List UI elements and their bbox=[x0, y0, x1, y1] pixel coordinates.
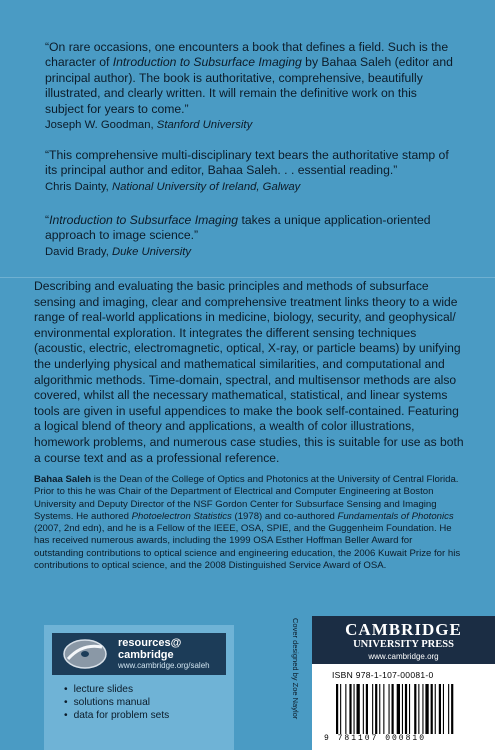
resources-title: resources@ cambridge bbox=[118, 637, 182, 661]
resources-header bbox=[52, 633, 226, 675]
quote-attribution: Chris Dainty, National University of Ireland, Galway bbox=[45, 180, 301, 193]
quote-dainty bbox=[45, 148, 455, 194]
book-title: Introduction to Subsurface Imaging bbox=[112, 55, 302, 70]
barcode-digits: 9 781107 000810 bbox=[324, 734, 427, 743]
author-name: Bahaa Saleh bbox=[34, 474, 92, 485]
barcode-bar bbox=[383, 684, 384, 734]
barcode-bar bbox=[422, 684, 423, 734]
barcode-bar bbox=[443, 684, 444, 734]
list-item: • data for problem sets bbox=[64, 709, 169, 722]
barcode-bar bbox=[372, 684, 373, 734]
barcode-bar bbox=[435, 684, 436, 734]
barcode-bar bbox=[451, 684, 453, 734]
barcode-bar bbox=[439, 684, 441, 734]
barcode-bar bbox=[340, 684, 341, 734]
disc-icon bbox=[62, 637, 108, 671]
barcode-bar bbox=[405, 684, 407, 734]
divider bbox=[0, 277, 495, 278]
resources-url: www.cambridge.org/saleh bbox=[118, 661, 210, 670]
barcode-bar bbox=[375, 684, 377, 734]
resources-box bbox=[44, 625, 234, 750]
barcode-bar bbox=[402, 684, 403, 734]
cover-credit: Cover designed by Zoe Naylor bbox=[291, 618, 300, 720]
book-title: Introduction to Subsurface Imaging bbox=[49, 213, 239, 227]
quote-attribution: Joseph W. Goodman, Stanford University bbox=[45, 119, 253, 132]
list-item: • solutions manual bbox=[64, 696, 169, 709]
quote-attribution: David Brady, Duke University bbox=[45, 245, 192, 258]
barcode-bar bbox=[363, 684, 364, 734]
book-description: Describing and evaluating the basic principles and methods of subsurface sensing and imaging, clear and comprehensive treatment links theory to a wide range of real-world applications in medicine, biology, security, and geophysical/ environmental exploration. It integrates the different sensing techniques (acoustic, electric, electromagnetic, optical, X-ray, or particle beams) by unifying the underlying physical and mathematical similarities, and computational and algorithmic methods. Time-domain, spectral, and multisensor methods are also covered, whilst all the necessary mathematical, statistical, and linear systems tools are given in useful appendices to make the book self-contained. Featuring a logical blend of theory and applications, a wealth of color illustrations, homework problems, and numerous case studies, this is suitable for use as both a course text and as a professional reference. bbox=[34, 279, 464, 465]
barcode-bar bbox=[336, 684, 338, 734]
quote-text: “On rare occasions, one encounters a book that defines a field. Such is the character of Introduction to Subsurface Imaging by Bahaa Saleh (editor and principal author). The book is authoritative, comprehensive, beautifully illustrated, and clearly written. It will remain the definitive work on this subject for years to come.” bbox=[45, 40, 453, 116]
barcode-bar bbox=[409, 684, 410, 734]
author-bio: Bahaa Saleh is the Dean of the College of Optics and Photonics at the University of Central Florida. Prior to this he was Chair of the Department of Electrical and Computer Engineering at Boston University and Deputy Director of the NSF Gordon Center for Subsurface Sensing and Imaging Systems. He authored Photoelectron Statistics (1978) and co-authored Fundamentals of Photonics (2007, 2nd edn), and he is a Fellow of the IEEE, OSA, SPIE, and the Guggenheim Foundation. He has received numerous awards, including the 1999 OSA Esther Hoffman Beller Award for outstanding contributions to optical science and engineering education, the 2006 Kuwait Prize for his contributions to optical science, and the 2008 Distinguished Service Award of OSA. bbox=[34, 474, 461, 572]
barcode-bar bbox=[389, 684, 390, 734]
barcode-bar bbox=[345, 684, 346, 734]
barcode-bar bbox=[392, 684, 394, 734]
isbn: ISBN 978-1-107-00081-0 bbox=[332, 670, 434, 680]
quote-text: “Introduction to Subsurface Imaging takes a unique application-oriented approach to image science.” bbox=[45, 213, 431, 243]
barcode-bar bbox=[379, 684, 380, 734]
barcode-bar bbox=[414, 684, 416, 734]
quote-brady bbox=[45, 213, 455, 259]
barcode-bar bbox=[431, 684, 433, 734]
publisher-band bbox=[312, 616, 495, 664]
barcode-bar bbox=[448, 684, 449, 734]
barcode bbox=[336, 684, 486, 734]
publisher-sub: UNIVERSITY PRESS bbox=[353, 639, 454, 650]
resources-list bbox=[64, 683, 169, 723]
barcode-bar bbox=[397, 684, 400, 734]
list-item: • lecture slides bbox=[64, 683, 169, 696]
barcode-bar bbox=[349, 684, 351, 734]
barcode-bar bbox=[354, 684, 355, 734]
publisher-url: www.cambridge.org bbox=[368, 652, 439, 661]
barcode-bar bbox=[418, 684, 419, 734]
publisher-block bbox=[312, 616, 495, 750]
publisher-name: CAMBRIDGE bbox=[345, 620, 462, 639]
barcode-bar bbox=[366, 684, 368, 734]
quote-goodman bbox=[45, 40, 455, 132]
barcode-bar bbox=[425, 684, 428, 734]
quote-text: “This comprehensive multi-disciplinary text bears the authoritative stamp of its principal author and editor, Bahaa Saleh. . . essential reading.” bbox=[45, 148, 449, 178]
barcode-bar bbox=[357, 684, 360, 734]
